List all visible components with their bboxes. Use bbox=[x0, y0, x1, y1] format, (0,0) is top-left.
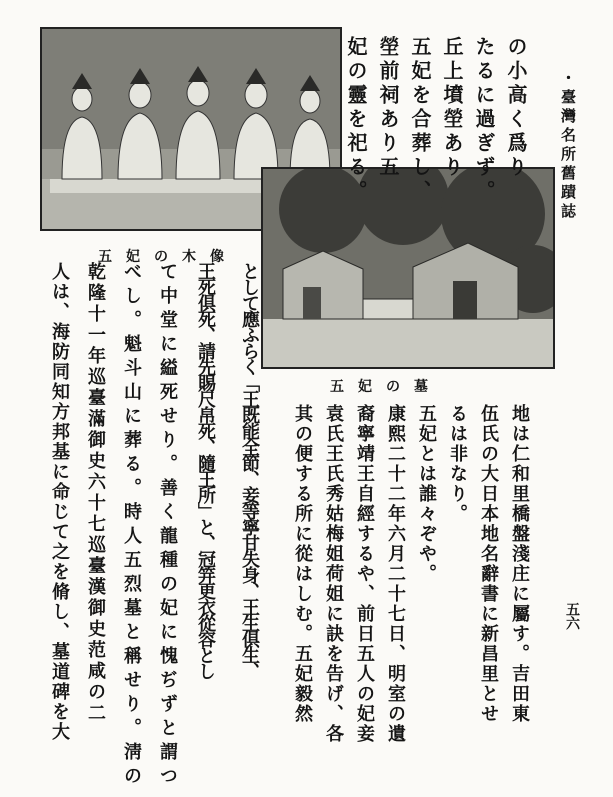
text-column-5: 塋前祠あり五 bbox=[376, 36, 400, 180]
text-column-9: るは非なり。 bbox=[447, 404, 468, 524]
text-column-20: 人は、海防同知方邦基に命じて之を脩し、墓道碑を大 bbox=[49, 262, 70, 742]
text-column-13: 袁氏王氏秀姑梅姐荷姐に訣を告げ、各 bbox=[323, 404, 344, 744]
text-column-2: たるに過ぎず。 bbox=[472, 36, 496, 204]
text-column-6: 妃の靈を祀る。 bbox=[344, 36, 368, 204]
text-column-7: 地は仁和里橋盤淺庄に屬す。吉田東 bbox=[509, 404, 530, 724]
text-column-4: 五妃を合葬し、 bbox=[408, 36, 432, 204]
text-column-10: 五妃とは誰々ぞや。 bbox=[416, 404, 437, 584]
text-column-3: 丘上墳塋あり bbox=[440, 36, 464, 180]
statues-caption: 五妃の木像 bbox=[98, 249, 238, 265]
tomb-caption: 五妃の墓 bbox=[330, 379, 442, 395]
text-column-17: て中堂に縊死せり。善く龍種の妃に愧ぢずと謂つ bbox=[157, 262, 178, 790]
text-column-8: 伍氏の大日本地名辭書に新昌里とせ bbox=[478, 404, 499, 724]
text-column-14: 其の便する所に從はしむ。五妃毅然 bbox=[292, 404, 313, 724]
text-column-11: 康熙二十二年六月二十七日、明室の遺 bbox=[385, 404, 406, 744]
text-column-19: 乾隆十一年巡臺滿御史六十七巡臺漢御史范咸の二 bbox=[85, 262, 106, 724]
running-head: ・臺灣名所舊蹟誌 bbox=[559, 70, 577, 222]
text-column-15: として應ふらく「王既能全節、妾等寧甘失身、王生俱生、 bbox=[239, 262, 260, 678]
text-column-12: 裔寧靖王自經するや、前日五人の妃妾 bbox=[354, 404, 375, 744]
text-column-16: 王死俱死、請先賜尺帛死、隨王所」と、冠笄更衣從容とし bbox=[195, 262, 216, 678]
text-column-1: の小高く爲り bbox=[504, 36, 528, 180]
text-column-18: べし。魁斗山に葬る。時人五烈墓と稱せり。淸の bbox=[121, 262, 142, 790]
page-number: 五六 bbox=[564, 602, 580, 630]
